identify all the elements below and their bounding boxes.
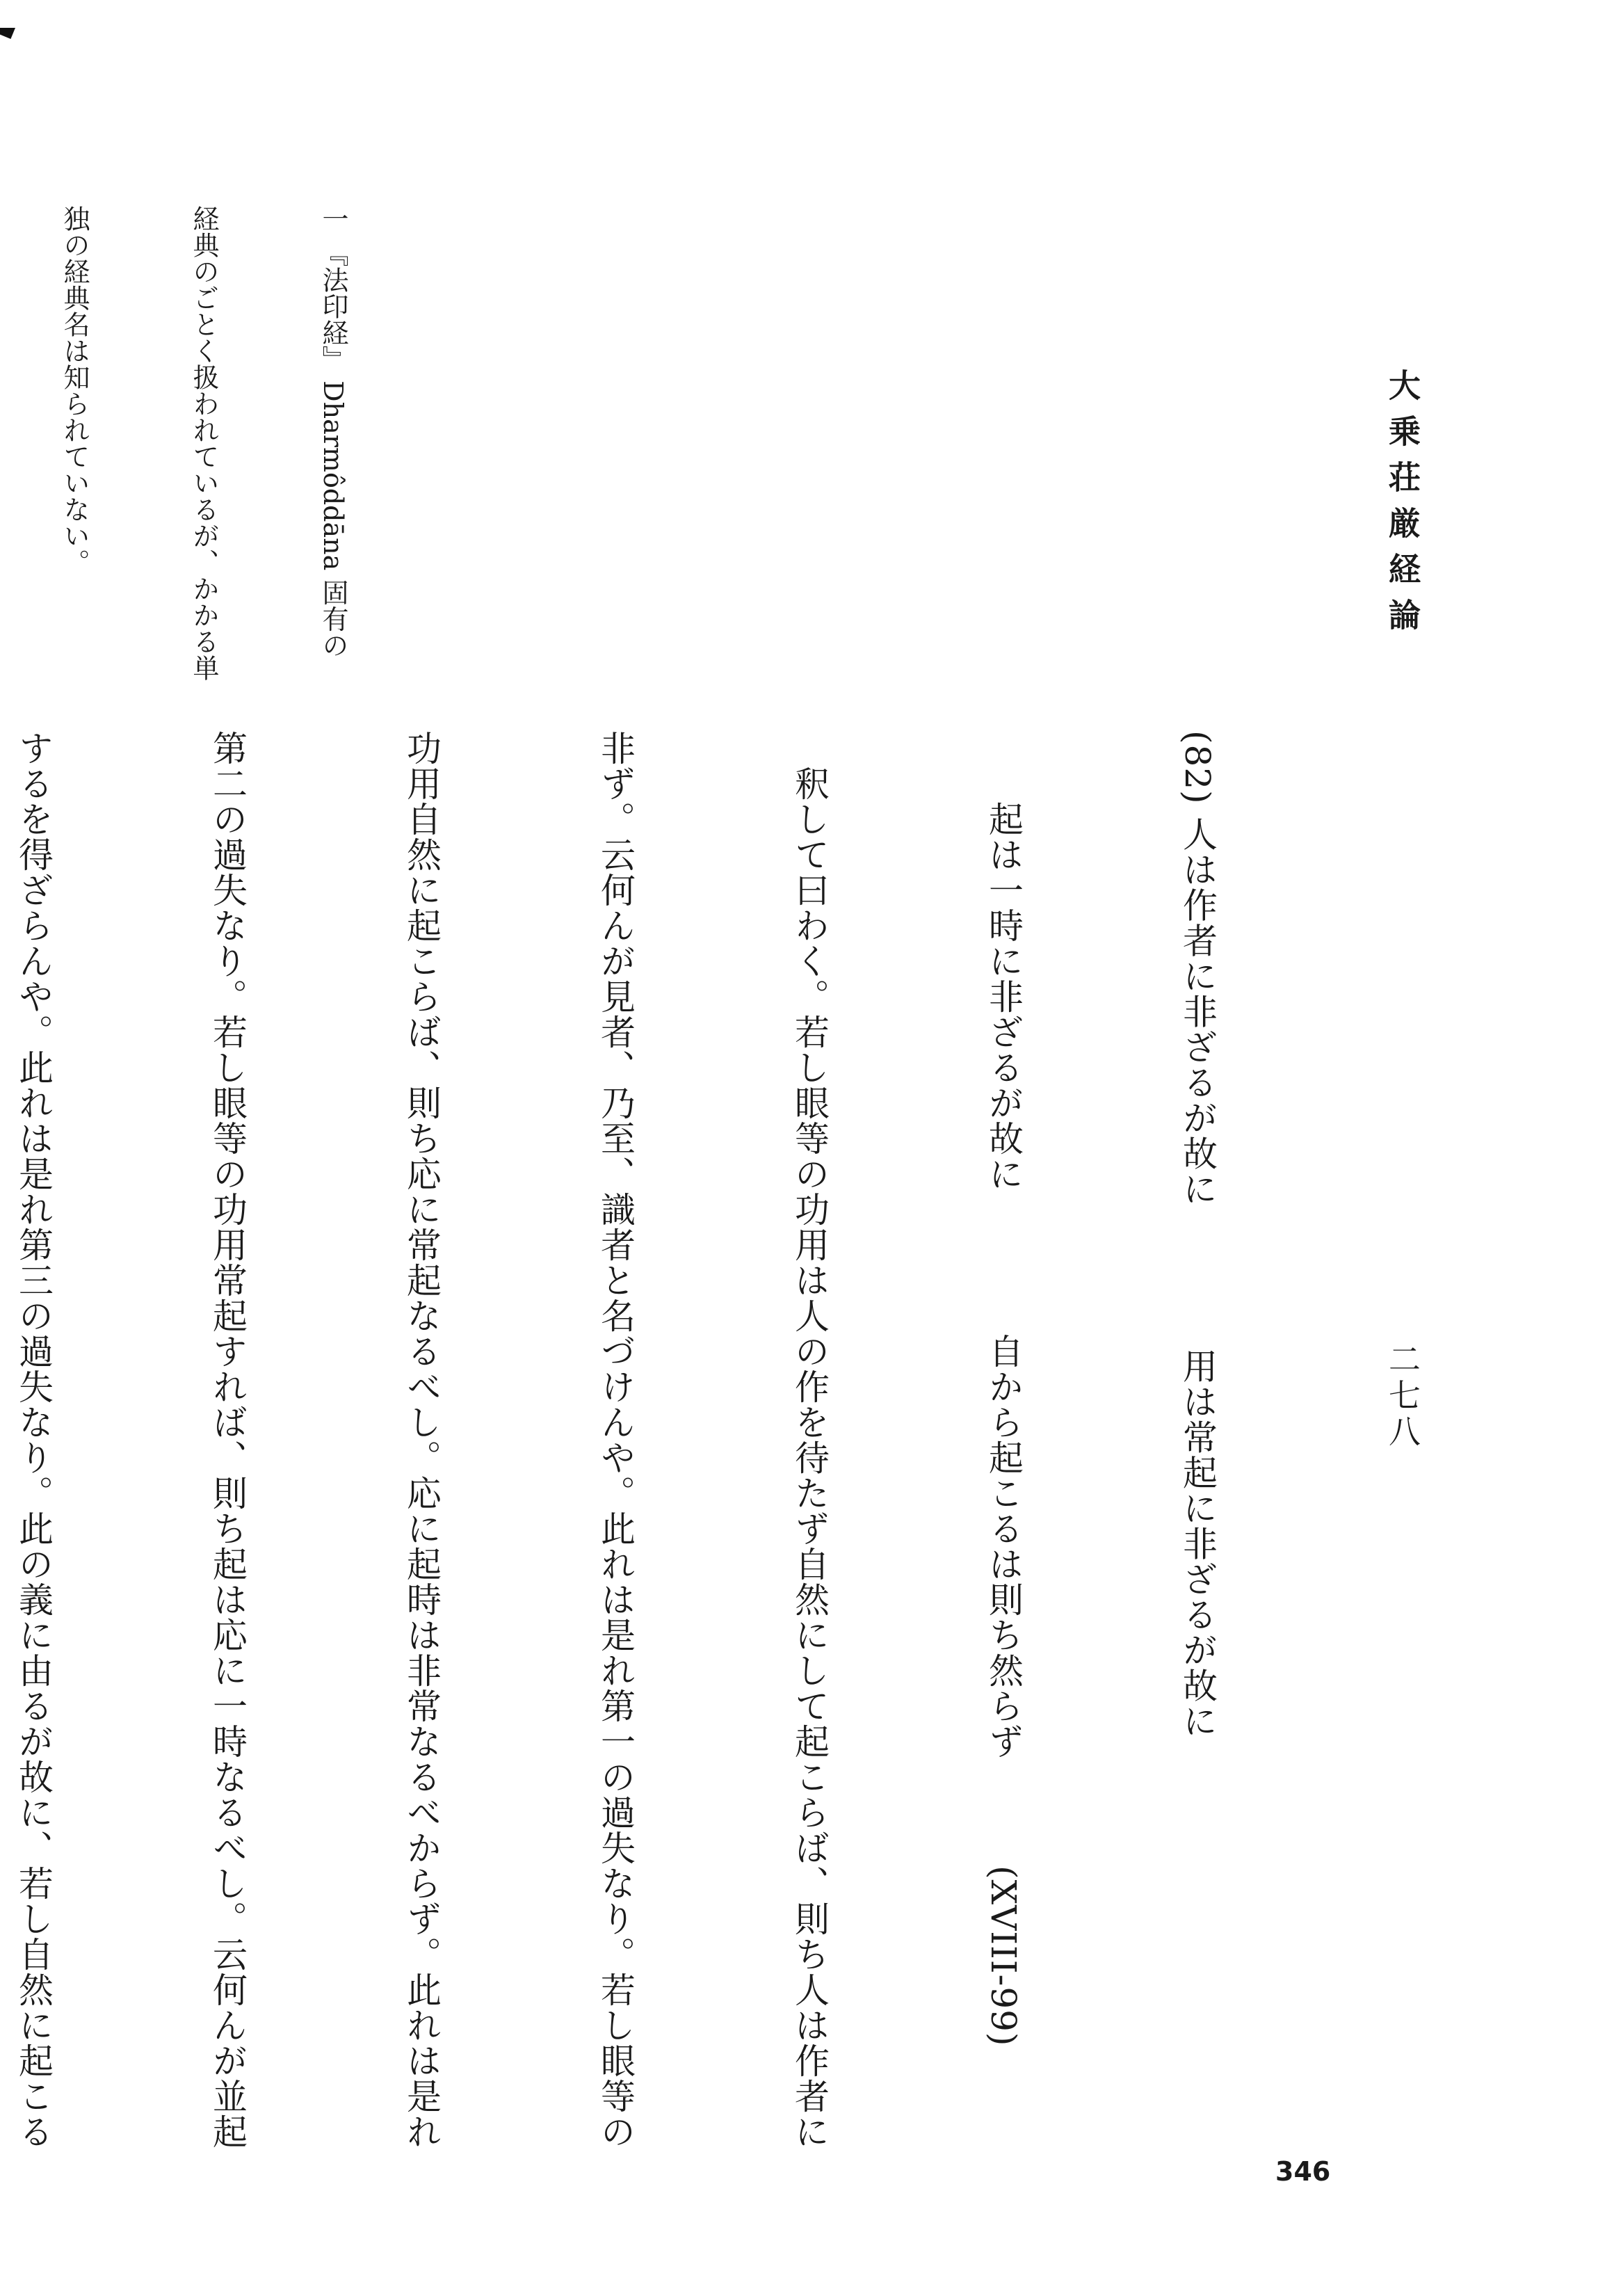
text-line: 功用自然に起こらば、則ち応に常起なるべし。応に起時は非常なるべからず。此れは是れ — [401, 730, 442, 2149]
note-line: 経典のごとく扱われているが、かかる単 — [188, 205, 219, 681]
text-line: (82) 人は作者に非ざるが故に 用は常起に非ざるが故に — [1177, 730, 1218, 1739]
running-header-title: 大乗荘厳経論 — [1384, 369, 1421, 644]
corner-mark — [0, 28, 15, 39]
note-line: 独の経典名は知られていない。 — [59, 205, 90, 575]
text-line: するを得ざらんや。此れは是れ第三の過失なり。此の義に由るが故に、若し自然に起こる — [13, 730, 54, 2149]
text-line: 非ず。云何んが見者、乃至、識者と名づけんや。此れは是れ第一の過失なり。若し眼等の — [595, 730, 636, 2149]
main-text — [0, 730, 1359, 2149]
text-line: 第二の過失なり。若し眼等の功用常起すれば、則ち起は応に一時なるべし。云何んが並起 — [207, 730, 248, 2149]
text-line: 起は一時に非ざるが故に 自から起こるは則ち然らず (XVIII-99) — [983, 730, 1024, 2047]
text-line: 釈して曰わく。若し眼等の功用は人の作を待たず自然にして起こらば、則ち人は作者に — [789, 730, 830, 2149]
page-number: 346 — [1275, 2156, 1331, 2187]
page-number-kanji: 二七八 — [1384, 1342, 1421, 1451]
footnotes — [0, 205, 441, 734]
note-line: 一 『法印経』 Dharmôddāna 固有の — [318, 205, 348, 659]
